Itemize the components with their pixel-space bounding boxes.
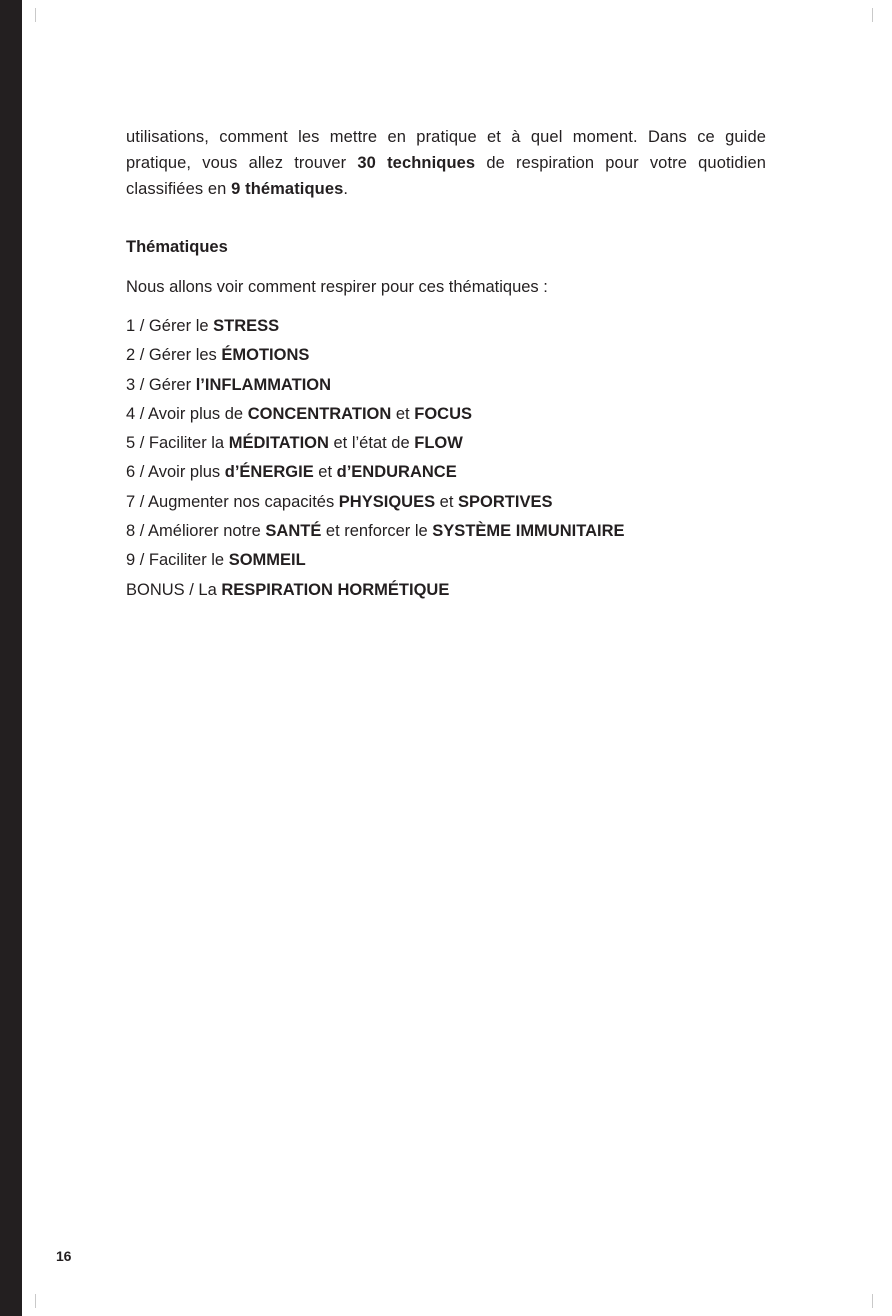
list-item: 4 / Avoir plus de CONCENTRATION et FOCUS <box>126 404 472 423</box>
crop-mark-bottom-left <box>35 1294 36 1308</box>
crop-mark-top-right <box>872 8 873 22</box>
section-heading: Thématiques <box>126 238 228 256</box>
left-edge-bar <box>0 0 22 1316</box>
crop-mark-bottom-right <box>872 1294 873 1308</box>
intro-paragraph: utilisations, comment les mettre en pratique et à quel moment. Dans ce guide pratique, vous allez trouver 30 techniques de respiration pour votre quotidien classifiées en 9 thématiques. <box>126 128 767 198</box>
list-item: 9 / Faciliter le SOMMEIL <box>126 551 306 570</box>
list-item: 5 / Faciliter la MÉDITATION et l’état de FLOW <box>126 434 463 453</box>
list-item: 3 / Gérer l’INFLAMMATION <box>126 375 332 394</box>
list-item: 8 / Améliorer notre SANTÉ et renforcer le SYSTÈME IMMUNITAIRE <box>126 522 625 541</box>
list-item: 6 / Avoir plus d’ÉNERGIE et d’ENDURANCE <box>126 463 457 482</box>
list-item: 2 / Gérer les ÉMOTIONS <box>126 346 310 365</box>
page-content <box>126 124 766 605</box>
lead-paragraph: Nous allons voir comment respirer pour ces thématiques : <box>126 278 548 296</box>
crop-mark-top-left <box>35 8 36 22</box>
list-item: 7 / Augmenter nos capacités PHYSIQUES et SPORTIVES <box>126 492 553 511</box>
page-number: 16 <box>56 1248 72 1264</box>
list-item: BONUS / La RESPIRATION HORMÉTIQUE <box>126 580 450 599</box>
themes-list <box>126 312 766 605</box>
list-item: 1 / Gérer le STRESS <box>126 317 280 335</box>
